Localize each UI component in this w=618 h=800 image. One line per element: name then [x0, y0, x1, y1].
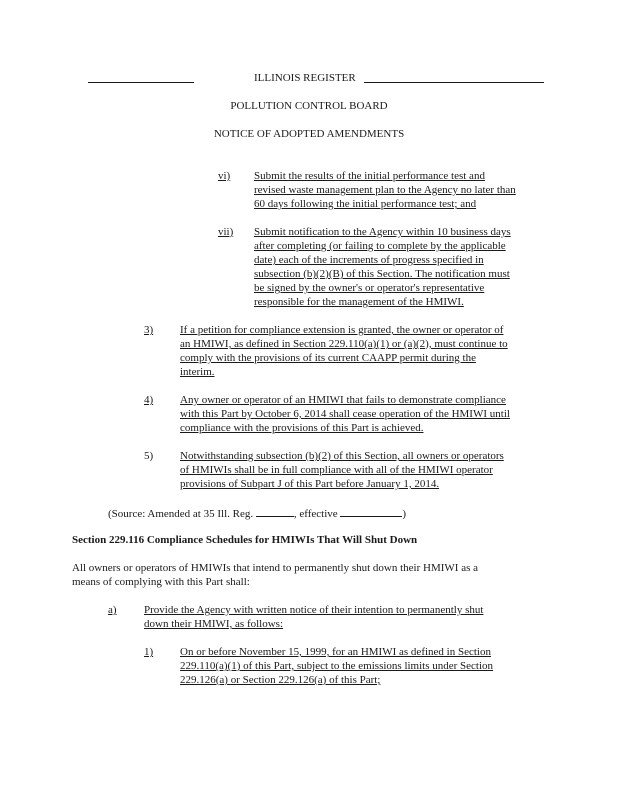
subsection-a1-line: 229.126(a) or Section 229.126(a) of this Part;	[180, 674, 381, 686]
subsection-a1-label: 1)	[144, 646, 154, 658]
item-vi-line: revised waste management plan to the Agency no later than	[254, 184, 516, 196]
effective-date-blank	[340, 506, 402, 517]
subsection-a-line: Provide the Agency with written notice of their intention to permanently shut	[144, 604, 484, 616]
item-3-line: interim.	[180, 366, 215, 378]
item-3-line: If a petition for compliance extension is granted, the owner or operator of	[180, 324, 504, 336]
item-vi-line: Submit the results of the initial performance test and	[254, 170, 485, 182]
register-blank	[256, 506, 294, 517]
item-3-label: 3)	[144, 324, 154, 336]
source-close: )	[402, 508, 407, 520]
notice-title: NOTICE OF ADOPTED AMENDMENTS	[213, 128, 405, 140]
subsection-a1-line: On or before November 15, 1999, for an HMIWI as defined in Section	[180, 646, 491, 658]
register-title: ILLINOIS REGISTER	[254, 72, 356, 84]
item-vii-label: vii)	[218, 226, 234, 238]
source-note	[108, 506, 406, 520]
item-vii-line: responsible for the management of the HMIWI.	[254, 296, 464, 308]
subsection-a-line: down their HMIWI, as follows:	[144, 618, 284, 630]
source-prefix: (Source: Amended at 35 Ill. Reg.	[108, 508, 254, 520]
item-5-line: provisions of Subpart J of this Part before January 1, 2014.	[180, 478, 440, 490]
subsection-a1-line: 229.110(a)(1) of this Part, subject to the emissions limits under Section	[180, 660, 494, 672]
item-5-line: Notwithstanding subsection (b)(2) of this Section, all owners or operators	[180, 450, 504, 462]
item-vii-line: after completing (or failing to complete by the applicable	[254, 240, 506, 252]
header-rule-left	[88, 82, 194, 83]
source-effective: , effective	[293, 508, 338, 520]
item-vii-line: Submit notification to the Agency within 10 business days	[254, 226, 511, 238]
item-vi-label: vi)	[218, 170, 231, 182]
header-rule-right	[364, 82, 544, 83]
item-3-line: an HMIWI, as defined in Section 229.110(a)(1) or (a)(2), must continue to	[180, 338, 508, 350]
item-4-line: Any owner or operator of an HMIWI that fails to demonstrate compliance	[180, 394, 506, 406]
section-heading: Section 229.116 Compliance Schedules for HMIWIs That Will Shut Down	[72, 534, 418, 546]
section-intro-line: All owners or operators of HMIWIs that intend to permanently shut down their HMIWI as a	[72, 562, 478, 574]
item-vii-line: be signed by the owner's or operator's representative	[254, 282, 485, 294]
item-4-line: compliance with the provisions of this Part is achieved.	[180, 422, 424, 434]
item-5-label: 5)	[144, 450, 154, 462]
item-3-line: comply with the provisions of its current CAAPP permit during the	[180, 352, 476, 364]
item-vi-line: 60 days following the initial performance test; and	[254, 198, 477, 210]
item-4-line: with this Part by October 6, 2014 shall cease operation of the HMIWI until	[180, 408, 510, 420]
item-5-line: of HMIWIs shall be in full compliance with all of the HMIWI operator	[180, 464, 493, 476]
item-vii-line: date) each of the increments of progress specified in	[254, 254, 484, 266]
board-title: POLLUTION CONTROL BOARD	[230, 100, 388, 112]
item-vii-line: subsection (b)(2)(B) of this Section. The notification must	[254, 268, 510, 280]
section-intro-line: means of complying with this Part shall:	[72, 576, 250, 588]
item-4-label: 4)	[144, 394, 154, 406]
subsection-a-label: a)	[108, 604, 117, 616]
